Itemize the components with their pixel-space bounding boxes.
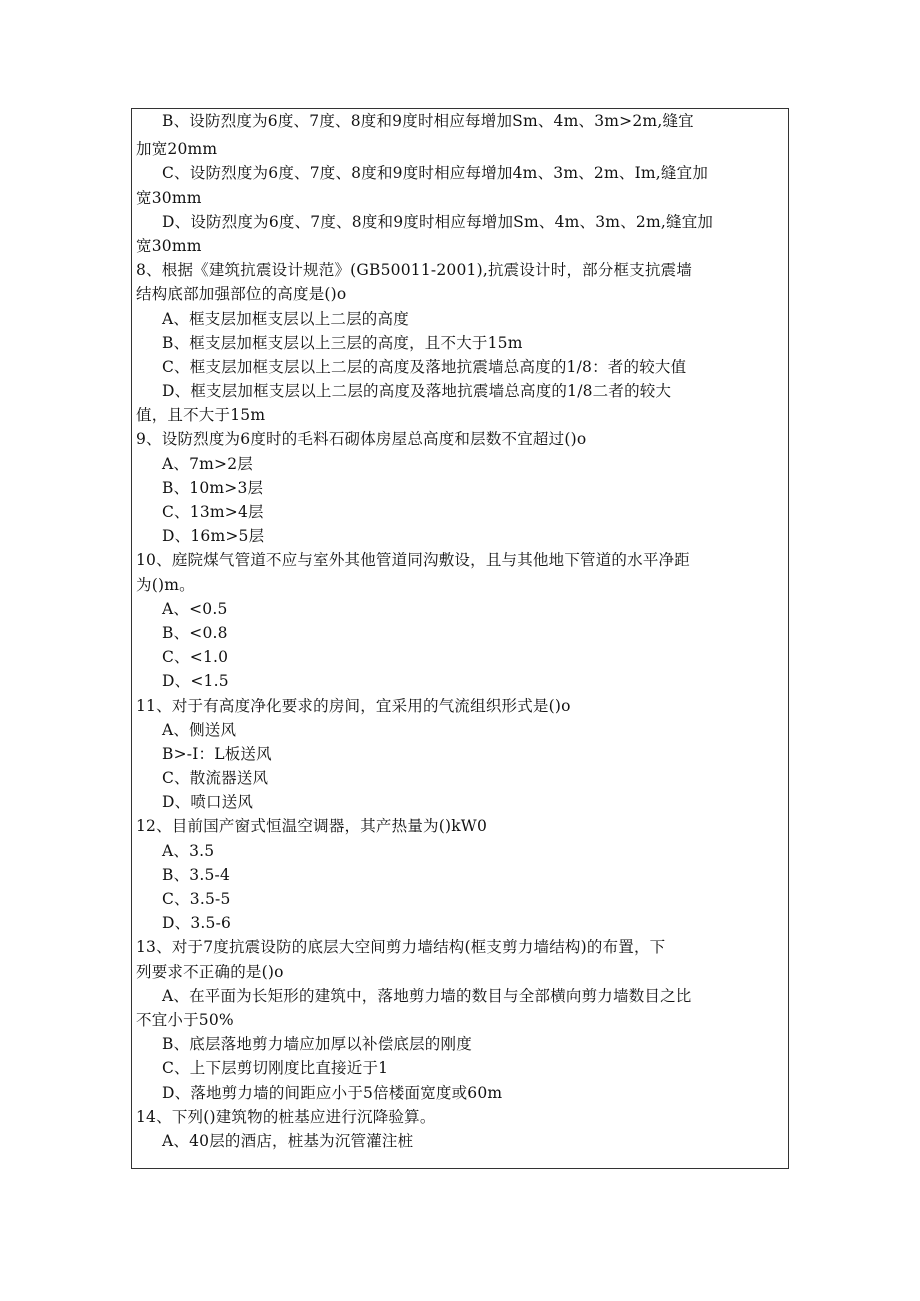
text-line: 宽30mm [136, 236, 202, 255]
option-line: A、框支层加框支层以上二层的高度 [162, 309, 409, 328]
option-line: D、喷口送风 [162, 793, 254, 812]
text-line: B、设防烈度为6度、7度、8度和9度时相应每增加Sm、4m、3m>2m,缝宜 [162, 112, 694, 130]
option-line: A、<0.5 [162, 599, 228, 618]
option-line: A、7m>2层 [162, 454, 254, 473]
option-line: B、3.5-4 [162, 865, 231, 884]
option-line: B、框支层加框支层以上三层的高度，且不大于15m [162, 333, 523, 352]
option-line: D、<1.5 [162, 672, 229, 691]
option-line: A、侧送风 [162, 720, 237, 739]
text-line: C、设防烈度为6度、7度、8度和9度时相应每增加4m、3m、2m、Im,缝宜加 [162, 164, 709, 183]
option-line: D、落地剪力墙的间距应小于5倍楼面宽度或60m [162, 1083, 503, 1102]
question-8-stem: 8、根据《建筑抗震设计规范》(GB50011-2001),抗震设计时，部分框支抗震墙 [136, 261, 693, 280]
option-line: C、上下层剪切刚度比直接近于1 [162, 1059, 389, 1078]
option-line: D、16m>5层 [162, 527, 265, 546]
option-line: A、3.5 [162, 841, 215, 860]
question-13-stem: 13、对于7度抗震设防的底层大空间剪力墙结构(框支剪力墙结构)的布置，下 [136, 938, 666, 957]
text-line: 不宜小于50% [136, 1010, 234, 1029]
option-line: C、<1.0 [162, 648, 229, 667]
option-line: B、底层落地剪力墙应加厚以补偿底层的刚度 [162, 1035, 472, 1054]
question-12-stem: 12、目前国产窗式恒温空调器，其产热量为()kW0 [136, 817, 488, 836]
option-line: A、40层的酒店，桩基为沉管灌注桩 [162, 1131, 414, 1150]
option-line: D、3.5-6 [162, 914, 232, 933]
text-line: 宽30mm [136, 188, 202, 207]
text-line: D、设防烈度为6度、7度、8度和9度时相应每增加Sm、4m、3m、2m,缝宜加 [162, 212, 714, 231]
option-line: C、框支层加框支层以上二层的高度及落地抗震墙总高度的1/8：者的较大值 [162, 357, 687, 376]
option-line: B、10m>3层 [162, 478, 264, 497]
question-10-stem: 10、庭院煤气管道不应与室外其他管道同沟敷设，且与其他地下管道的水平净距 [136, 551, 690, 570]
text-line: 结构底部加强部位的高度是()o [136, 285, 347, 304]
option-line: C、13m>4层 [162, 503, 264, 521]
option-line: C、3.5-5 [162, 890, 231, 908]
option-line: C、散流器送风 [162, 769, 269, 788]
question-9-stem: 9、设防烈度为6度时的毛料石砌体房屋总高度和层数不宜超过()o [136, 430, 587, 449]
text-line: 列要求不正确的是()o [136, 962, 284, 981]
option-line: A、在平面为长矩形的建筑中，落地剪力墙的数目与全部横向剪力墙数目之比 [162, 986, 692, 1005]
question-14-stem: 14、下列()建筑物的桩基应进行沉降验算。 [136, 1107, 436, 1126]
text-line: 为()m。 [136, 575, 195, 594]
text-line: 值，且不大于15m [136, 406, 266, 425]
question-text-block [136, 109, 790, 1153]
option-line: B、<0.8 [162, 623, 228, 642]
text-line: 加宽20mm [136, 140, 218, 159]
question-11-stem: 11、对于有高度净化要求的房间，宜采用的气流组织形式是()o [136, 696, 571, 715]
option-line: D、框支层加框支层以上二层的高度及落地抗震墙总高度的1/8二者的较大 [162, 382, 672, 401]
option-line: B>-I：L板送风 [162, 744, 272, 763]
